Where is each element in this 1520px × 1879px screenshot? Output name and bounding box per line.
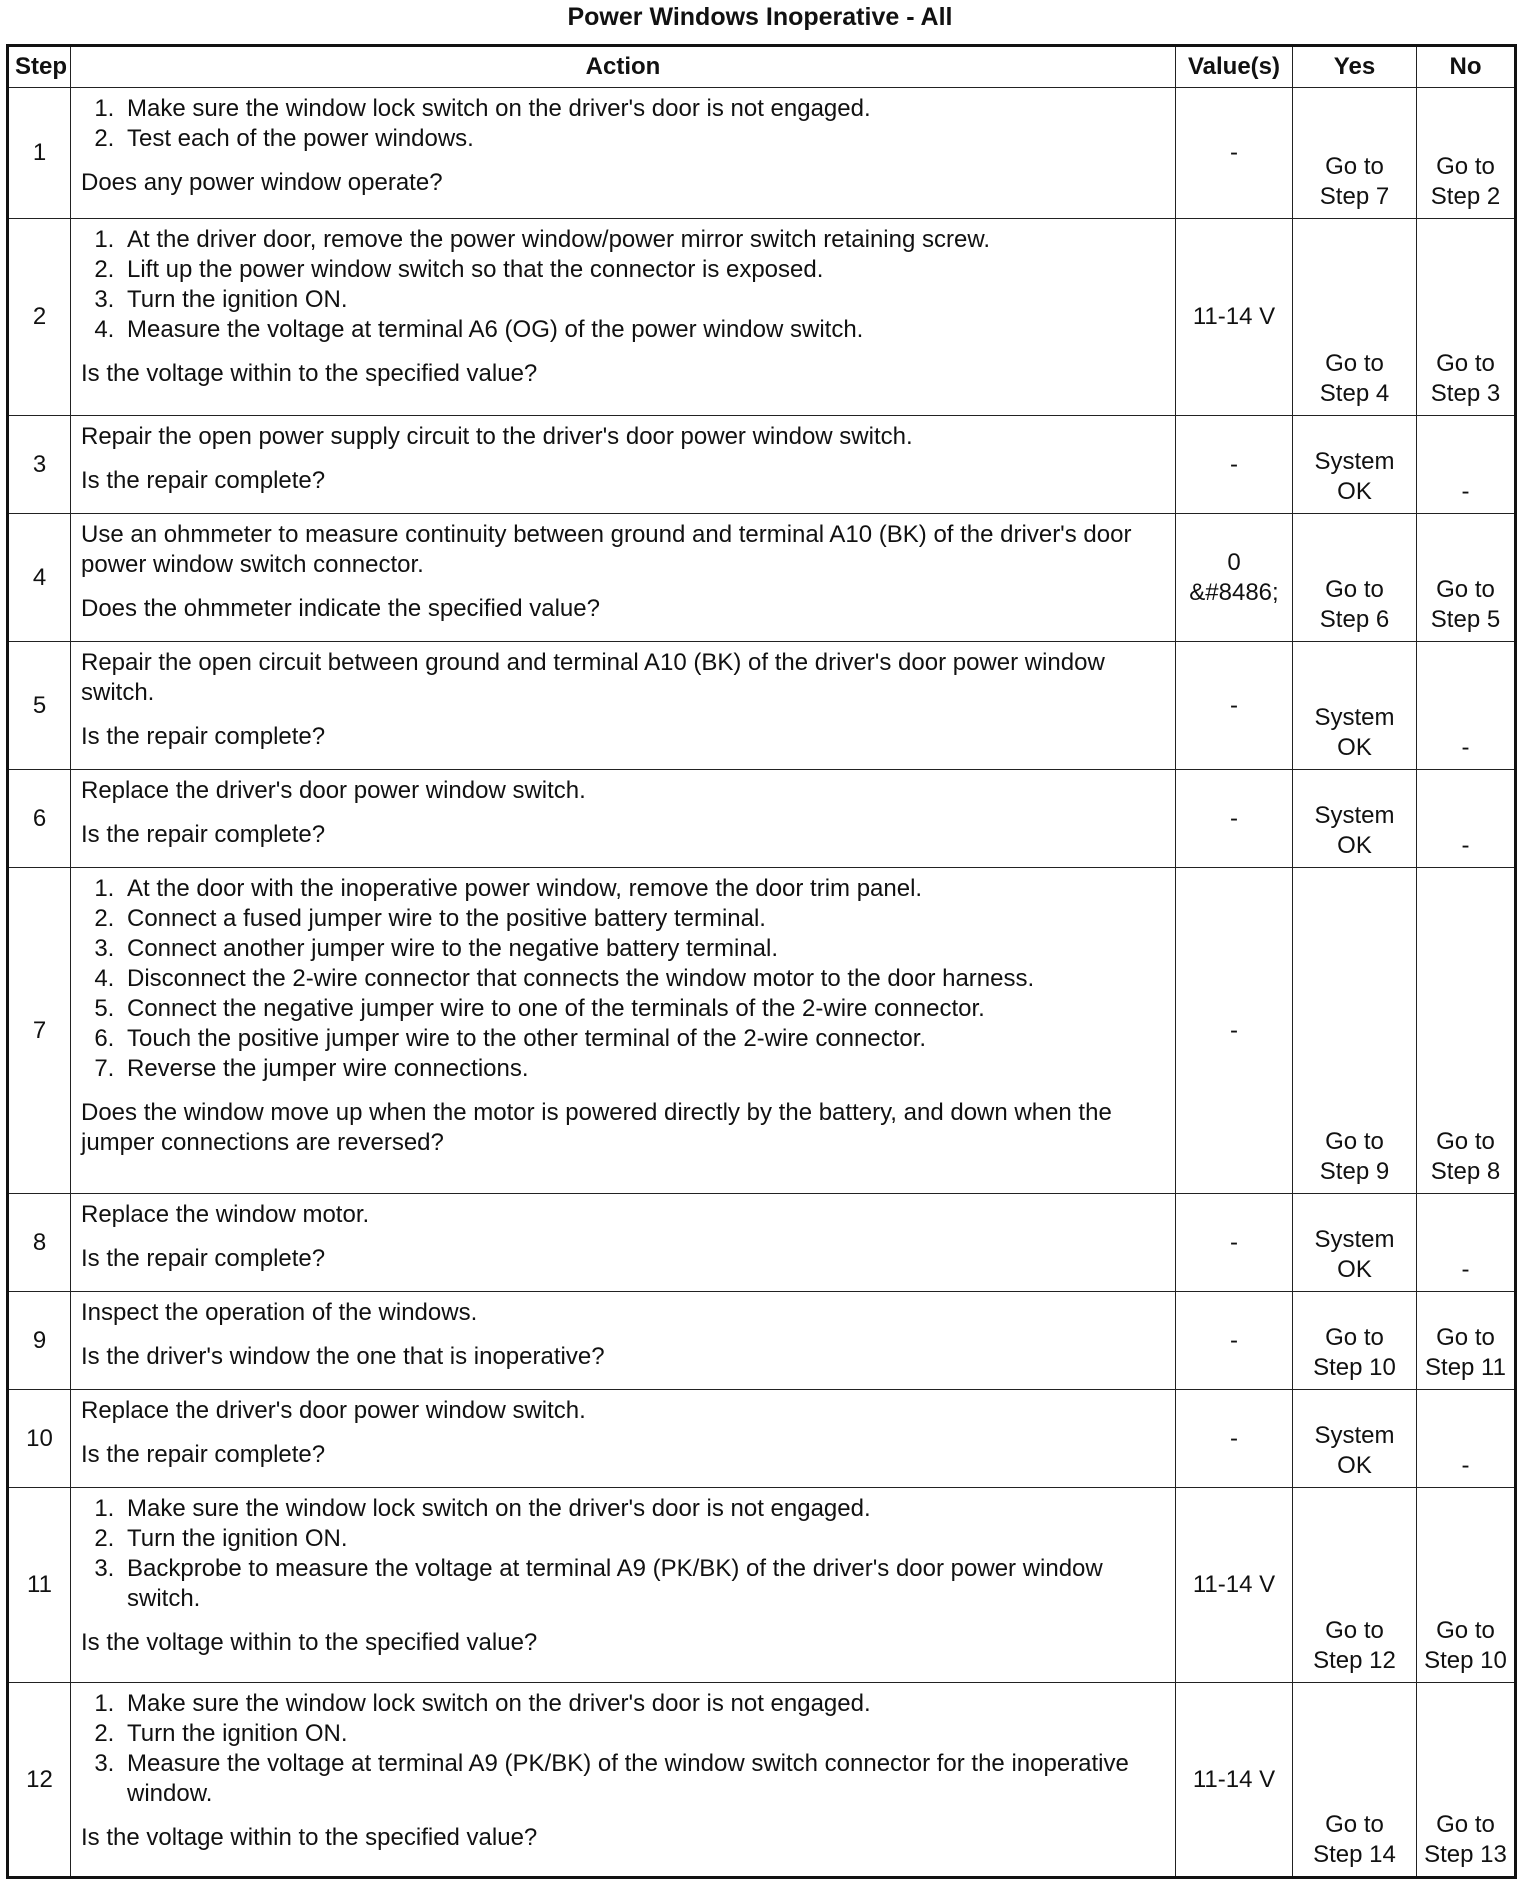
- action-item: 3. Connect another jumper wire to the negative battery terminal.: [121, 934, 1167, 964]
- step-number: 8: [8, 1194, 71, 1292]
- action-question: Is the repair complete?: [81, 1441, 326, 1468]
- action-list: [81, 225, 1167, 345]
- yes-cell: Go to Step 6: [1293, 514, 1417, 642]
- action-item: 3. Backprobe to measure the voltage at terminal A9 (PK/BK) of the driver's door power window switch.: [121, 1554, 1167, 1614]
- action-text: Inspect the operation of the windows.: [81, 1299, 478, 1326]
- value-cell: -: [1176, 770, 1293, 868]
- page-title: Power Windows Inoperative - All: [567, 3, 953, 31]
- table-row: [8, 219, 1516, 416]
- action-cell: [71, 770, 1176, 868]
- action-item: 1. Make sure the window lock switch on the driver's door is not engaged.: [121, 1494, 1167, 1524]
- no-cell: -: [1417, 416, 1516, 514]
- yes-cell: Go to Step 9: [1293, 868, 1417, 1194]
- action-item: 1. At the driver door, remove the power window/power mirror switch retaining screw.: [121, 225, 1167, 255]
- step-number: 9: [8, 1292, 71, 1390]
- action-question: Is the voltage within to the specified value?: [81, 1824, 538, 1851]
- value-cell: -: [1176, 88, 1293, 219]
- action-text: Use an ohmmeter to measure continuity between ground and terminal A10 (BK) of the driver's door power window switch connector.: [81, 521, 1132, 578]
- yes-cell: System OK: [1293, 642, 1417, 770]
- no-cell: Go to Step 3: [1417, 219, 1516, 416]
- action-list: [81, 874, 1167, 1084]
- action-item: 2. Turn the ignition ON.: [121, 1719, 1167, 1749]
- action-question: Is the driver's window the one that is inoperative?: [81, 1343, 605, 1370]
- action-list: [81, 1689, 1167, 1809]
- action-list: [81, 1494, 1167, 1614]
- header-row: [8, 46, 1516, 88]
- action-item: 4. Measure the voltage at terminal A6 (OG) of the power window switch.: [121, 315, 1167, 345]
- no-cell: Go to Step 5: [1417, 514, 1516, 642]
- no-cell: -: [1417, 1390, 1516, 1488]
- step-number: 7: [8, 868, 71, 1194]
- action-item: 1. Make sure the window lock switch on the driver's door is not engaged.: [121, 94, 1167, 124]
- value-cell: -: [1176, 642, 1293, 770]
- action-question: Does the window move up when the motor is powered directly by the battery, and down when the jumper connections are reversed?: [81, 1099, 1112, 1156]
- action-question: Is the voltage within to the specified value?: [81, 1629, 538, 1656]
- header-no: No: [1417, 46, 1516, 88]
- table-row: [8, 1683, 1516, 1878]
- step-number: 2: [8, 219, 71, 416]
- action-cell: [71, 88, 1176, 219]
- action-item: 2. Test each of the power windows.: [121, 124, 1167, 154]
- table-row: [8, 416, 1516, 514]
- table-row: [8, 1390, 1516, 1488]
- yes-cell: Go to Step 10: [1293, 1292, 1417, 1390]
- action-cell: [71, 416, 1176, 514]
- step-number: 3: [8, 416, 71, 514]
- action-question: Is the repair complete?: [81, 467, 326, 494]
- action-text: Replace the window motor.: [81, 1201, 370, 1228]
- action-question: Does the ohmmeter indicate the specified value?: [81, 595, 600, 622]
- step-number: 11: [8, 1488, 71, 1683]
- action-text: Replace the driver's door power window switch.: [81, 1397, 586, 1424]
- action-question: Is the repair complete?: [81, 723, 326, 750]
- no-cell: Go to Step 8: [1417, 868, 1516, 1194]
- action-cell: [71, 1488, 1176, 1683]
- no-cell: -: [1417, 1194, 1516, 1292]
- action-text: Repair the open circuit between ground and terminal A10 (BK) of the driver's door power window switch.: [81, 649, 1105, 706]
- action-cell: [71, 1194, 1176, 1292]
- action-cell: [71, 1683, 1176, 1878]
- value-cell: 0 &#8486;: [1176, 514, 1293, 642]
- action-question: Does any power window operate?: [81, 169, 443, 196]
- value-cell: -: [1176, 416, 1293, 514]
- header-yes: Yes: [1293, 46, 1417, 88]
- table-row: [8, 514, 1516, 642]
- step-number: 1: [8, 88, 71, 219]
- table-row: [8, 642, 1516, 770]
- action-item: 7. Reverse the jumper wire connections.: [121, 1054, 1167, 1084]
- step-number: 10: [8, 1390, 71, 1488]
- step-number: 6: [8, 770, 71, 868]
- action-item: 2. Turn the ignition ON.: [121, 1524, 1167, 1554]
- action-question: Is the repair complete?: [81, 1245, 326, 1272]
- yes-cell: System OK: [1293, 1390, 1417, 1488]
- action-cell: [71, 1292, 1176, 1390]
- action-item: 3. Turn the ignition ON.: [121, 285, 1167, 315]
- step-number: 4: [8, 514, 71, 642]
- step-number: 5: [8, 642, 71, 770]
- no-cell: Go to Step 10: [1417, 1488, 1516, 1683]
- action-item: 5. Connect the negative jumper wire to one of the terminals of the 2-wire connector.: [121, 994, 1167, 1024]
- action-question: Is the repair complete?: [81, 821, 326, 848]
- no-cell: -: [1417, 770, 1516, 868]
- action-list: [81, 94, 1167, 154]
- no-cell: -: [1417, 642, 1516, 770]
- no-cell: Go to Step 11: [1417, 1292, 1516, 1390]
- header-value: Value(s): [1176, 46, 1293, 88]
- action-cell: [71, 514, 1176, 642]
- header-action: Action: [71, 46, 1176, 88]
- action-text: Replace the driver's door power window switch.: [81, 777, 586, 804]
- yes-cell: System OK: [1293, 416, 1417, 514]
- table-row: [8, 1488, 1516, 1683]
- yes-cell: Go to Step 12: [1293, 1488, 1417, 1683]
- table-row: [8, 1292, 1516, 1390]
- action-item: 6. Touch the positive jumper wire to the other terminal of the 2-wire connector.: [121, 1024, 1167, 1054]
- value-cell: 11-14 V: [1176, 1683, 1293, 1878]
- value-cell: -: [1176, 1292, 1293, 1390]
- action-item: 1. Make sure the window lock switch on the driver's door is not engaged.: [121, 1689, 1167, 1719]
- yes-cell: System OK: [1293, 770, 1417, 868]
- action-item: 4. Disconnect the 2-wire connector that connects the window motor to the door harness.: [121, 964, 1167, 994]
- action-text: Repair the open power supply circuit to the driver's door power window switch.: [81, 423, 913, 450]
- value-cell: -: [1176, 1194, 1293, 1292]
- table-row: [8, 868, 1516, 1194]
- table-row: [8, 1194, 1516, 1292]
- action-cell: [71, 219, 1176, 416]
- no-cell: Go to Step 13: [1417, 1683, 1516, 1878]
- value-cell: 11-14 V: [1176, 219, 1293, 416]
- yes-cell: System OK: [1293, 1194, 1417, 1292]
- action-item: 3. Measure the voltage at terminal A9 (PK/BK) of the window switch connector for the inoperative window.: [121, 1749, 1167, 1809]
- yes-cell: Go to Step 14: [1293, 1683, 1417, 1878]
- action-question: Is the voltage within to the specified value?: [81, 360, 538, 387]
- table-row: [8, 770, 1516, 868]
- step-number: 12: [8, 1683, 71, 1878]
- action-item: 2. Lift up the power window switch so that the connector is exposed.: [121, 255, 1167, 285]
- action-item: 1. At the door with the inoperative power window, remove the door trim panel.: [121, 874, 1167, 904]
- value-cell: -: [1176, 868, 1293, 1194]
- value-cell: -: [1176, 1390, 1293, 1488]
- action-cell: [71, 642, 1176, 770]
- yes-cell: Go to Step 7: [1293, 88, 1417, 219]
- action-cell: [71, 868, 1176, 1194]
- header-step: Step: [8, 46, 71, 88]
- value-cell: 11-14 V: [1176, 1488, 1293, 1683]
- action-cell: [71, 1390, 1176, 1488]
- yes-cell: Go to Step 4: [1293, 219, 1417, 416]
- diagnostic-table: [6, 44, 1517, 1879]
- table-row: [8, 88, 1516, 219]
- action-item: 2. Connect a fused jumper wire to the positive battery terminal.: [121, 904, 1167, 934]
- no-cell: Go to Step 2: [1417, 88, 1516, 219]
